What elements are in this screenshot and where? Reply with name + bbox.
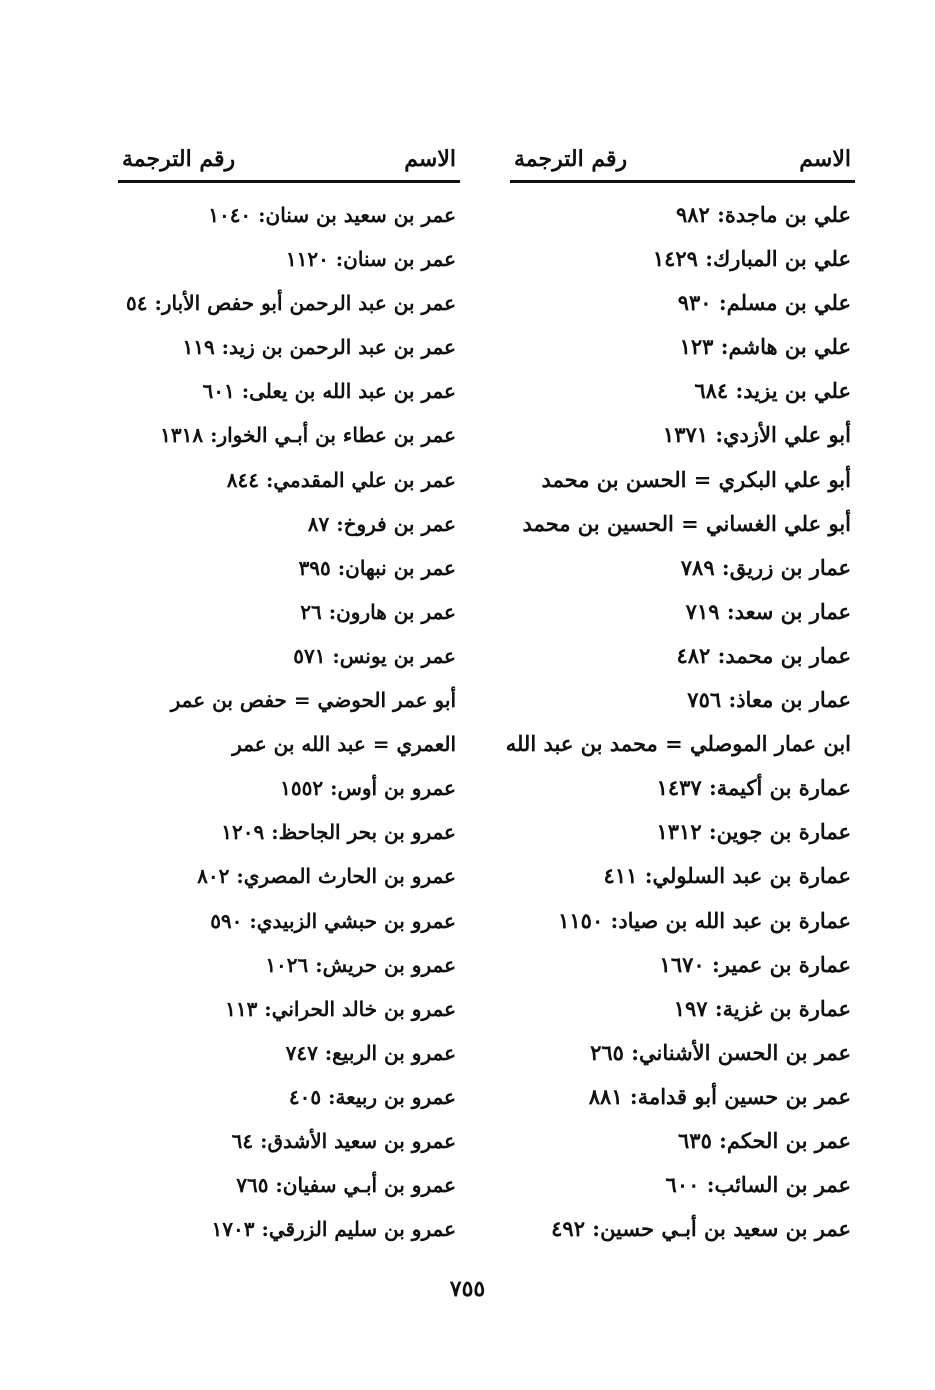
header-rule	[118, 180, 460, 183]
index-entry: عمر بن فروخ: ٨٧	[307, 511, 456, 536]
index-entry: عمرو بن بحر الجاحظ: ١٢٠٩	[221, 820, 456, 845]
index-entry: عمر بن حسين أبو قدامة: ٨٨١	[588, 1083, 851, 1109]
index-entry: أبو علي البكري = الحسن بن محمد	[541, 466, 851, 492]
index-entry: عمرو بن سعيد الأشدق: ٦٤	[231, 1128, 456, 1153]
column-header	[118, 132, 460, 172]
index-entry: عمارة بن جوين: ١٣١٢	[656, 819, 851, 845]
index-entry: عمار بن سعد: ٧١٩	[685, 598, 851, 624]
index-column-right	[505, 132, 855, 1251]
index-entry: عمر بن هارون: ٢٦	[300, 599, 456, 624]
index-entry: عمر بن السائب: ٦٠٠	[665, 1172, 851, 1198]
index-entry: العمري = عبد الله بن عمر	[232, 732, 456, 757]
index-entry: عمرو بن أبـي سفيان: ٧٦٥	[236, 1173, 456, 1198]
index-entry: عمارة بن أكيمة: ١٤٣٧	[656, 775, 851, 801]
header-rule	[510, 180, 855, 183]
index-entry: عمرو بن حبشي الزبيدي: ٥٩٠	[210, 908, 456, 933]
index-entry: عمارة بن غزية: ١٩٧	[673, 995, 851, 1021]
header-name: الاسم	[799, 146, 851, 172]
index-entry: عمر بن علي المقدمي: ٨٤٤	[226, 467, 456, 492]
index-entry: عمر بن عطاء بن أبـي الخوار: ١٣١٨	[160, 423, 456, 448]
index-entry: عمر بن الحسن الأشناني: ٢٦٥	[590, 1039, 851, 1065]
index-entry: عمارة بن عبد السلولي: ٤١١	[603, 863, 851, 889]
index-entry: عمر بن سعيد بن أبـي حسين: ٤٩٢	[551, 1216, 851, 1242]
entry-list	[118, 193, 460, 1251]
index-entry: علي بن المبارك: ١٤٢٩	[652, 246, 851, 272]
header-number: رقم الترجمة	[122, 146, 236, 172]
index-entry: أبو علي الأزدي: ١٣٧١	[662, 422, 851, 448]
index-entry: علي بن هاشم: ١٢٣	[679, 334, 851, 360]
header-number: رقم الترجمة	[514, 146, 628, 172]
index-column-left	[118, 132, 460, 1251]
index-entry: عمرو بن الحارث المصري: ٨٠٢	[197, 864, 456, 889]
entry-list	[505, 193, 855, 1251]
header-name: الاسم	[404, 146, 456, 172]
index-entry: عمار بن معاذ: ٧٥٦	[687, 687, 851, 713]
index-entry: أبو عمر الحوضي = حفص بن عمر	[170, 688, 456, 713]
column-header	[510, 132, 855, 172]
index-entry: عمارة بن عبد الله بن صياد: ١١٥٠	[558, 907, 851, 933]
index-entry: عمر بن نبهان: ٣٩٥	[298, 555, 456, 580]
index-entry: علي بن مسلم: ٩٣٠	[677, 290, 851, 316]
index-entry: عمرو بن الربيع: ٧٤٧	[285, 1040, 456, 1065]
index-entry: عمر بن عبد الله بن يعلى: ٦٠١	[202, 379, 456, 404]
index-entry: عمر بن سعيد بن سنان: ١٠٤٠	[208, 203, 456, 227]
index-entry: أبو علي الغساني = الحسين بن محمد	[522, 510, 851, 536]
index-entry: عمر بن يونس: ٥٧١	[293, 643, 456, 668]
page-number: ٧٥٥	[449, 1276, 486, 1302]
index-entry: عمرو بن حريش: ١٠٢٦	[265, 952, 456, 977]
index-entry: علي بن ماجدة: ٩٨٢	[676, 202, 851, 227]
index-entry: عمر بن عبد الرحمن بن زيد: ١١٩	[182, 335, 456, 360]
index-entry: عمار بن محمد: ٤٨٢	[676, 642, 851, 668]
index-entry: ابن عمار الموصلي = محمد بن عبد الله	[505, 731, 851, 757]
index-entry: عمار بن زريق: ٧٨٩	[680, 554, 851, 580]
index-entry: عمرو بن ربيعة: ٤٠٥	[288, 1084, 456, 1109]
index-entry: عمرو بن خالد الحراني: ١١٣	[225, 996, 456, 1021]
index-entry: عمرو بن أوس: ١٥٥٢	[280, 776, 456, 801]
index-entry: علي بن يزيد: ٦٨٤	[694, 378, 851, 404]
index-entry: عمر بن الحكم: ٦٣٥	[678, 1127, 851, 1153]
index-entry: عمرو بن سليم الزرقي: ١٧٠٣	[211, 1217, 456, 1242]
index-entry: عمر بن سنان: ١١٢٠	[285, 247, 456, 272]
index-entry: عمارة بن عمير: ١٦٧٠	[659, 951, 851, 977]
index-entry: عمر بن عبد الرحمن أبو حفص الأبار: ٥٤	[126, 291, 456, 316]
